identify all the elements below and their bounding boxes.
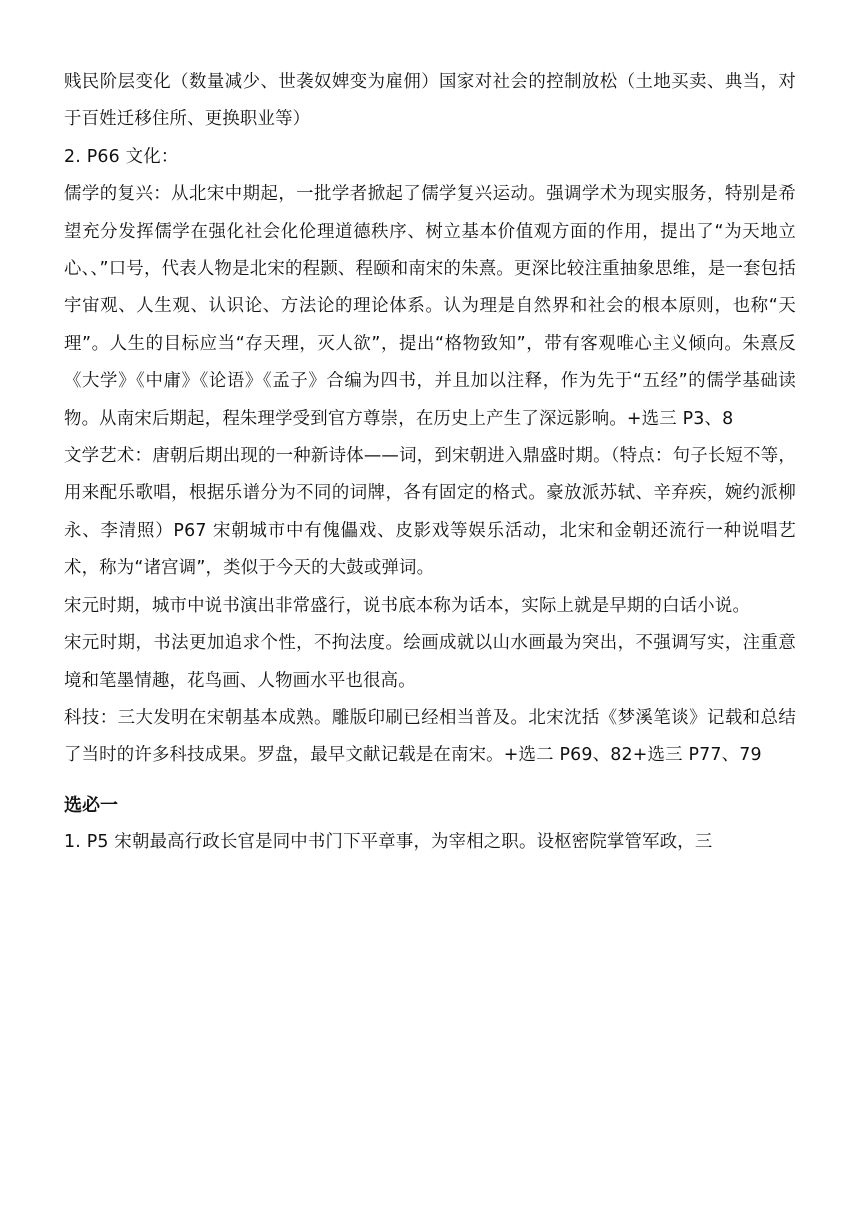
document-page	[64, 64, 796, 862]
paragraph-literature-art: 文学艺术：唐朝后期出现的一种新诗体——词，到宋朝进入鼎盛时期。（特点：句子长短不等，用来配乐歌唱，根据乐谱分为不同的词牌，各有固定的格式。豪放派苏轼、辛弃疾，婉约派柳永、李清照）P67 宋朝城市中有傀儡戏、皮影戏等娱乐活动，北宋和金朝还流行一种说唱艺术，称为“诸宫调”，类似于今天的大鼓或弹词。	[64, 446, 796, 579]
paragraph-calligraphy-painting: 宋元时期，书法更加追求个性，不拘法度。绘画成就以山水画最为突出，不强调写实，注重意境和笔墨情趣，花鸟画、人物画水平也很高。	[64, 633, 796, 691]
paragraph-administration: 1. P5 宋朝最高行政长官是同中书门下平章事，为宰相之职。设枢密院掌管军政，三	[64, 832, 713, 853]
paragraph-confucianism: 儒学的复兴：从北宋中期起，一批学者掀起了儒学复兴运动。强调学术为现实服务，特别是希望充分发挥儒学在强化社会化伦理道德秩序、树立基本价值观方面的作用，提出了“为天地立心、、”口号，代表人物是北宋的程颢、程颐和南宋的朱熹。更深比较注重抽象思维，是一套包括宇宙观、人生观、认识论、方法论的理论体系。认为理是自然界和社会的根本原则，也称“天理”。人生的目标应当“存天理，灭人欲”，提出“格物致知”，带有客观唯心主义倾向。朱熹反《大学》《中庸》《论语》《孟子》合编为四书，并且加以注释，作为先于“五经”的儒学基础读物。从南宋后期起，程朱理学受到官方尊崇，在历史上产生了深远影响。+选三 P3、8	[64, 184, 796, 429]
section-heading: 选必一	[64, 794, 118, 816]
paragraph-social-change: 贱民阶层变化（数量减少、世袭奴婢变为雇佣）国家对社会的控制放松（土地买卖、典当，对于百姓迁移住所、更换职业等）	[64, 72, 796, 130]
paragraph-technology: 科技：三大发明在宋朝基本成熟。雕版印刷已经相当普及。北宋沈括《梦溪笔谈》记载和总结了当时的许多科技成果。罗盘，最早文献记载是在南宋。+选二 P69、82+选三 P77、79	[64, 707, 796, 766]
paragraph-storytelling: 宋元时期，城市中说书演出非常盛行，说书底本称为话本，实际上就是早期的白话小说。	[64, 595, 751, 616]
item-culture: 2. P66 文化：	[64, 146, 179, 167]
